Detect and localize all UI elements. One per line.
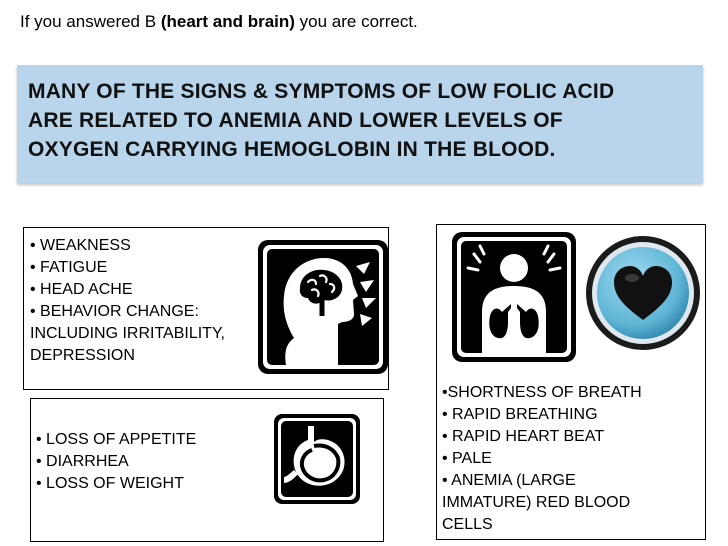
list-item: DEPRESSION — [30, 347, 135, 364]
cardio-symptoms-list — [442, 382, 642, 536]
brain-symptoms-list — [30, 235, 225, 367]
list-item: • LOSS OF WEIGHT — [36, 475, 184, 492]
headline-text — [28, 77, 698, 164]
headline-line-2: ARE RELATED TO ANEMIA AND LOWER LEVELS OF — [28, 109, 563, 132]
list-item: • RAPID HEART BEAT — [442, 428, 605, 445]
headline-line-1: MANY OF THE SIGNS & SYMPTOMS OF LOW FOLIC ACID — [28, 80, 615, 103]
list-item: • WEAKNESS — [30, 237, 131, 254]
headline-line-3: OXYGEN CARRYING HEMOGLOBIN IN THE BLOOD. — [28, 138, 556, 161]
list-item: • RAPID BREATHING — [442, 406, 598, 423]
list-item: • DIARRHEA — [36, 453, 129, 470]
list-item: • BEHAVIOR CHANGE: — [30, 303, 199, 320]
intro-suffix: you are correct. — [294, 12, 418, 31]
headline-banner — [17, 65, 703, 183]
list-item: • HEAD ACHE — [30, 281, 133, 298]
list-item: • LOSS OF APPETITE — [36, 431, 197, 448]
list-item: INCLUDING IRRITABILITY, — [30, 325, 225, 342]
brain-head-icon — [258, 240, 388, 374]
intro-bold: (heart and brain) — [160, 12, 295, 31]
list-item: •SHORTNESS OF BREATH — [442, 384, 642, 401]
intro-text — [20, 12, 418, 32]
lungs-icon — [452, 232, 576, 362]
list-item: IMMATURE) RED BLOOD — [442, 494, 631, 511]
list-item: • PALE — [442, 450, 492, 467]
list-item: • FATIGUE — [30, 259, 108, 276]
list-item: CELLS — [442, 516, 493, 533]
stomach-symptoms-list — [36, 429, 196, 495]
stomach-icon — [274, 414, 360, 504]
intro-prefix: If you answered B — [20, 12, 161, 31]
list-item: • ANEMIA (LARGE — [442, 472, 576, 489]
heart-icon — [584, 234, 702, 352]
